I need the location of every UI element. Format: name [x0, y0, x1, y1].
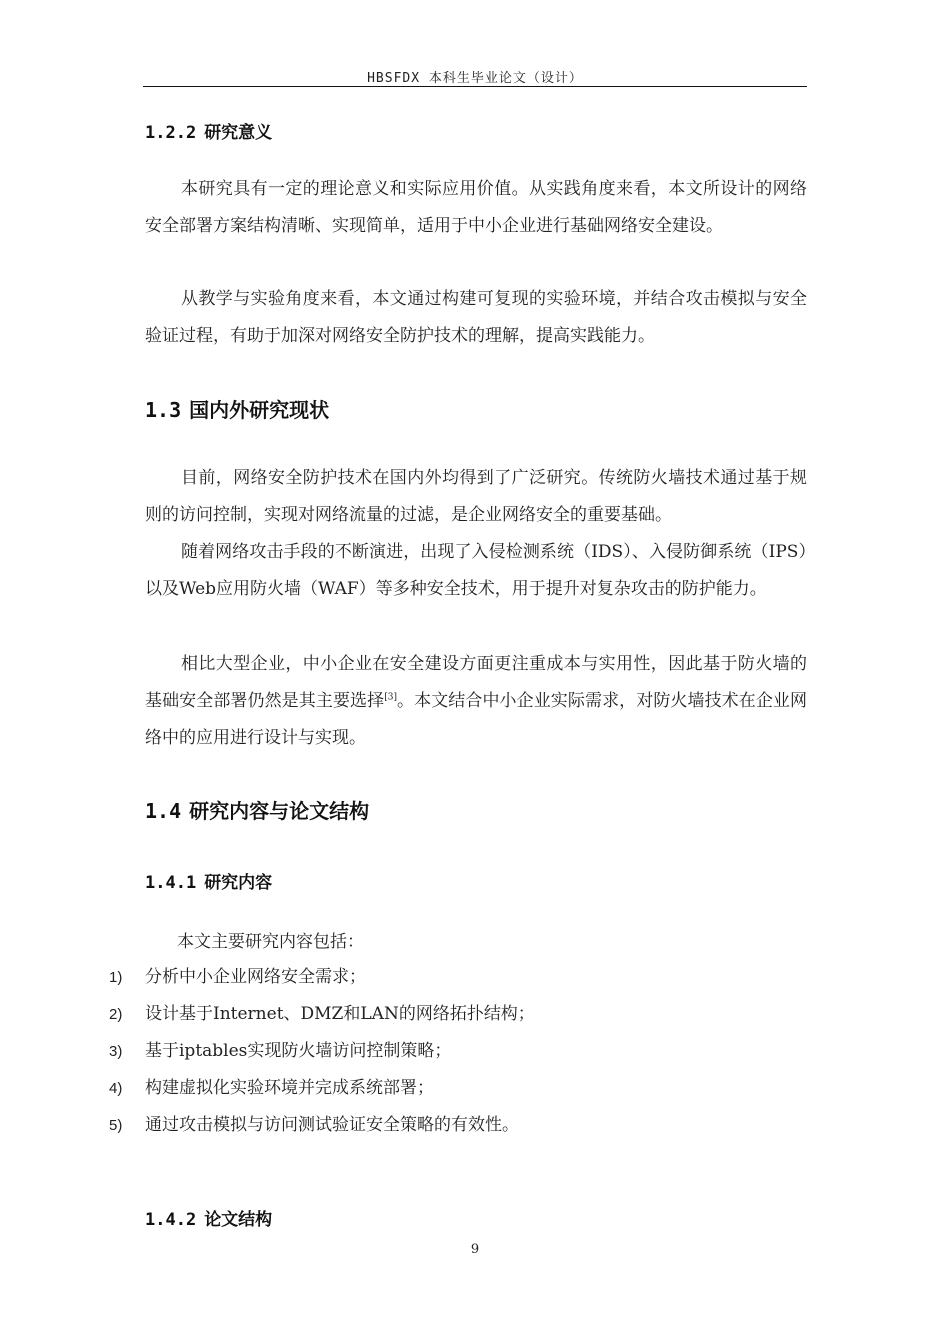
heading-number: 1.2.2	[145, 123, 197, 143]
heading-title: 研究内容	[204, 873, 273, 893]
heading-number: 1.4	[145, 799, 182, 823]
list-item	[109, 1036, 451, 1061]
list-item	[109, 1073, 434, 1098]
paragraph-text: 。本文结合中小企业实际需求，对防火墙技术在企业网络中的应用进行设计与实现。	[145, 691, 808, 748]
list-item	[109, 1110, 519, 1135]
heading-1-4-1	[145, 868, 272, 893]
page-number: 9	[470, 1242, 480, 1257]
heading-1-4	[145, 795, 369, 824]
list-item-text: 基于iptables实现防火墙访问控制策略；	[145, 1041, 452, 1061]
list-marker: 1)	[109, 969, 123, 986]
list-item-text: 分析中小企业网络安全需求；	[145, 967, 366, 987]
paragraph-significance-2: 从教学与实验角度来看，本文通过构建可复现的实验环境，并结合攻击模拟与安全验证过程，有助于加深对网络安全防护技术的理解，提高实践能力。	[145, 289, 807, 346]
list-item	[109, 962, 366, 987]
list-item-text: 设计基于Internet、DMZ和LAN的网络拓扑结构；	[145, 1004, 535, 1024]
list-item-text: 构建虚拟化实验环境并完成系统部署；	[145, 1078, 434, 1098]
heading-number: 1.4.2	[145, 1210, 197, 1230]
heading-title: 研究内容与论文结构	[189, 799, 370, 823]
heading-title: 研究意义	[204, 123, 273, 143]
list-marker: 3)	[109, 1043, 123, 1060]
paragraph-significance-1: 本研究具有一定的理论意义和实际应用价值。从实践角度来看，本文所设计的网络安全部署方案结构清晰、实现简单，适用于中小企业进行基础网络安全建设。	[145, 179, 807, 236]
list-marker: 2)	[109, 1006, 123, 1023]
heading-number: 1.3	[145, 398, 182, 422]
heading-1-2-2	[145, 118, 272, 143]
citation-ref: [3]	[384, 692, 397, 703]
paragraph-status-2: 随着网络攻击手段的不断演进，出现了入侵检测系统（IDS）、入侵防御系统（IPS）以及Web应用防火墙（WAF）等多种安全技术，用于提升对复杂攻击的防护能力。	[145, 542, 807, 599]
paragraph-text: 相比大型企业，中小企业在安全建设方面更注重成本与实用性，因此基于防火墙的基础安全部署仍然是其主要选择	[145, 654, 807, 711]
list-item-text: 通过攻击模拟与访问测试验证安全策略的有效性。	[145, 1115, 519, 1135]
heading-number: 1.4.1	[145, 873, 197, 893]
list-item	[109, 999, 535, 1024]
heading-title: 国内外研究现状	[189, 398, 330, 422]
header-divider	[143, 86, 807, 87]
list-marker: 5)	[109, 1117, 123, 1134]
heading-1-3	[145, 394, 329, 423]
paragraph-status-3	[145, 646, 807, 757]
heading-1-4-2	[145, 1205, 272, 1230]
heading-title: 论文结构	[204, 1210, 273, 1230]
page-header: HBSFDX 本科生毕业论文（设计）	[367, 71, 583, 86]
paragraph-status-1: 目前，网络安全防护技术在国内外均得到了广泛研究。传统防火墙技术通过基于规则的访问控制，实现对网络流量的过滤，是企业网络安全的重要基础。	[145, 468, 807, 525]
list-marker: 4)	[109, 1080, 123, 1097]
list-intro: 本文主要研究内容包括：	[177, 932, 364, 952]
